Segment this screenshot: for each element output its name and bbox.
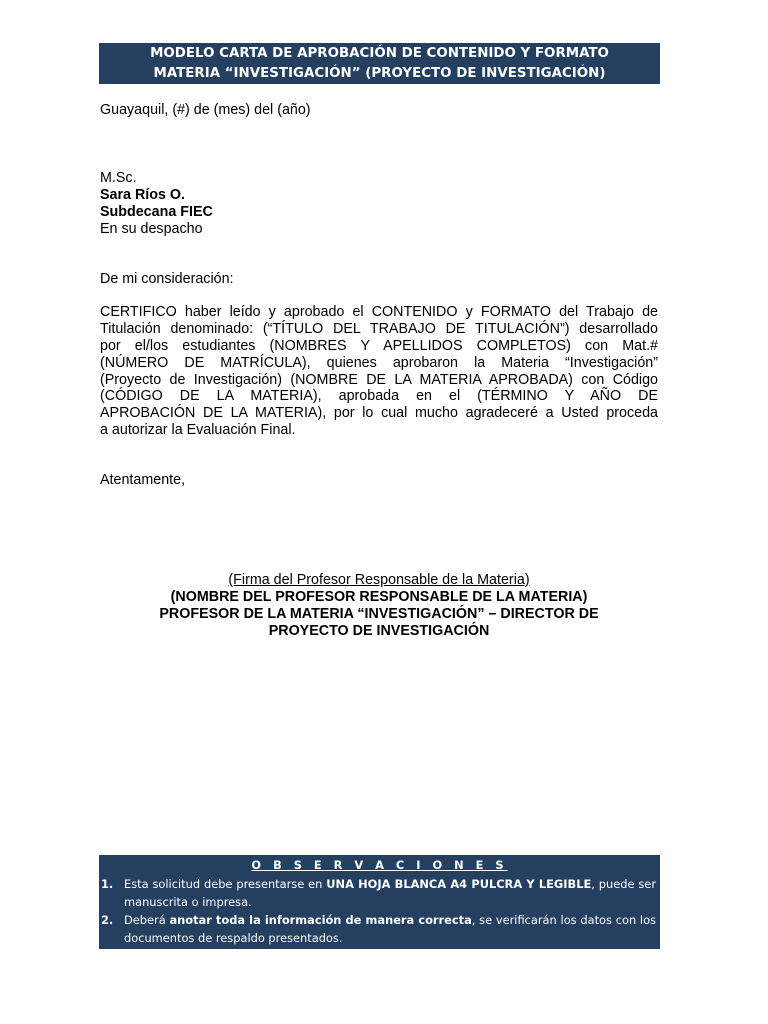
recipient-name: Sara Ríos O. [100,187,186,203]
body-line: Titulación denominado: (“TÍTULO DEL TRABAJO DE TITULACIÓN”) desarrollado [100,320,658,337]
body-line: APROBACIÓN DE LA MATERIA), por lo cual mucho agradeceré a Usted proceda [100,405,658,422]
observation-emphasis: UNA HOJA BLANCA A4 PULCRA Y LEGIBLE [326,877,592,891]
place-date: Guayaquil, (#) de (mes) del (año) [100,102,311,118]
observation-item [99,911,660,947]
recipient-location: En su despacho [100,221,203,237]
signer-role-line-2: PROYECTO DE INVESTIGACIÓN [268,623,490,639]
title-line-2: MATERIA “INVESTIGACIÓN” (PROYECTO DE INVESTIGACIÓN) [153,66,606,81]
observations-box [99,855,660,949]
document-title-banner [99,43,660,84]
observations-title: O B S E R V A C I O N E S [251,858,508,872]
observation-number: 2. [101,913,114,927]
body-line: (CÓDIGO DE LA MATERIA), aprobada en el (TÉRMINO Y AÑO DE [100,388,658,405]
observation-number: 1. [101,877,114,891]
recipient-title: M.Sc. [100,170,137,186]
signer-name: (NOMBRE DEL PROFESOR RESPONSABLE DE LA MATERIA) [170,589,588,605]
observation-text: Esta solicitud debe presentarse en [124,877,327,891]
observation-text: , se verificarán los datos con los documentos de respaldo presentados. [124,913,656,945]
body-line: por el/los estudiantes (NOMBRES Y APELLIDOS COMPLETOS) con Mat.# [100,337,658,354]
signer-role-line-1: PROFESOR DE LA MATERIA “INVESTIGACIÓN” – DIRECTOR DE [159,606,599,622]
body-line: (Proyecto de Investigación) (NOMBRE DE LA MATERIA APROBADA) con Código [100,371,658,388]
letter-body [100,304,658,439]
body-line: a autorizar la Evaluación Final. [100,422,296,439]
salutation: De mi consideración: [100,271,234,287]
body-line: CERTIFICO haber leído y aprobado el CONTENIDO y FORMATO del Trabajo de [100,304,658,320]
observation-item [99,875,660,911]
signature-block [100,572,658,640]
observation-text: , puede ser manuscrita o impresa. [124,877,656,909]
signature-line: (Firma del Profesor Responsable de la Materia) [228,572,530,588]
observation-text: Deberá [124,913,170,927]
observation-emphasis: anotar toda la información de manera correcta [169,913,472,927]
recipient-position: Subdecana FIEC [100,204,213,220]
title-line-1: MODELO CARTA DE APROBACIÓN DE CONTENIDO Y FORMATO [150,46,609,61]
body-line: (NÚMERO DE MATRÍCULA), quienes aprobaron la Materia “Investigación” [100,354,658,371]
closing: Atentamente, [100,472,186,488]
